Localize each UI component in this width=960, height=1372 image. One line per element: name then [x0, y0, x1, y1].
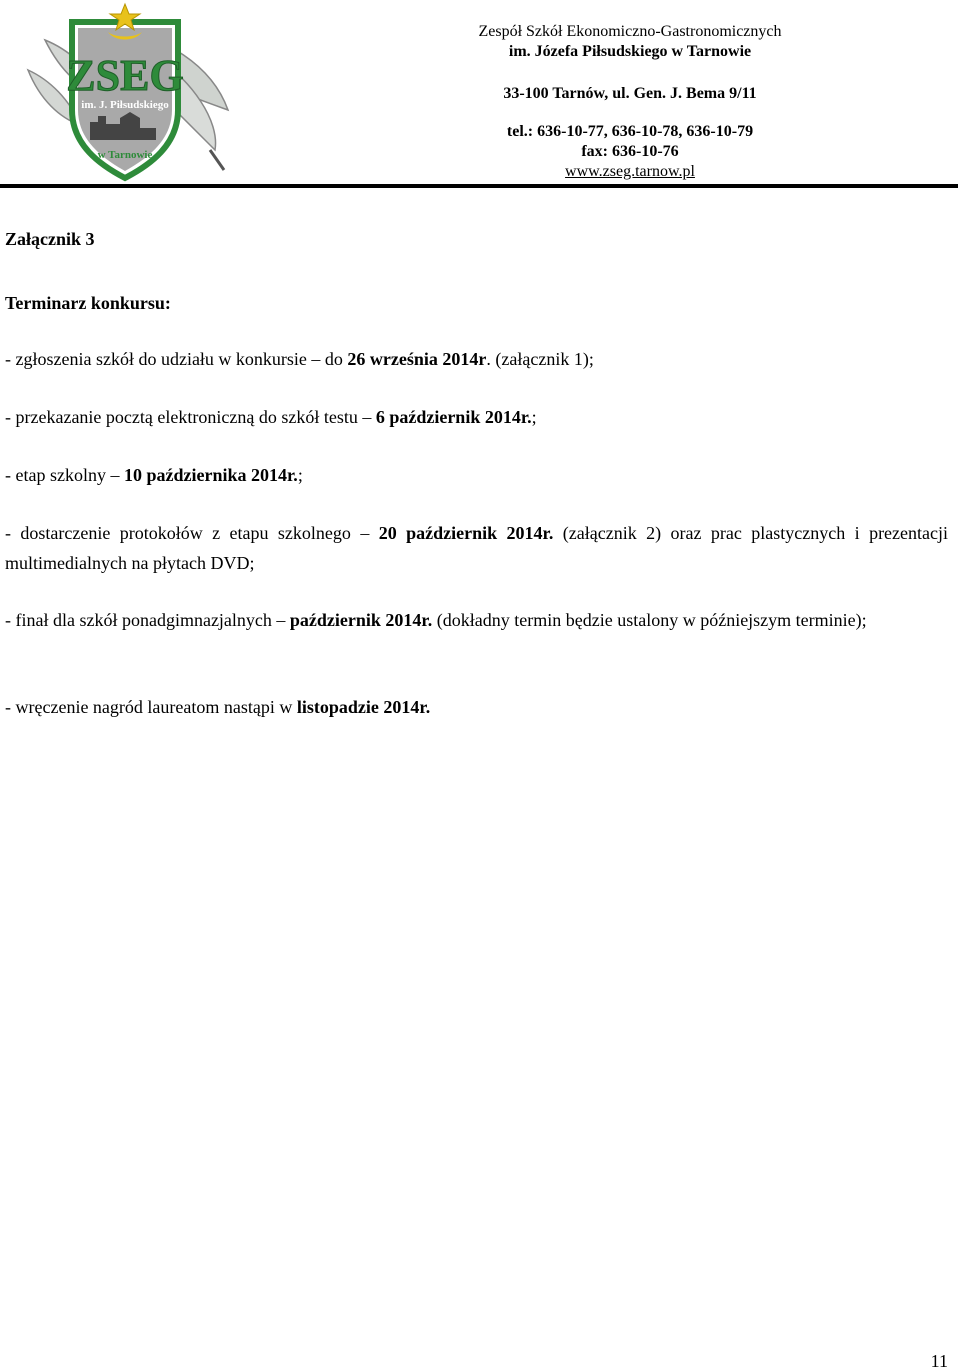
schedule-item: - przekazanie pocztą elektroniczną do szkół testu – 6 październik 2014r.; [5, 407, 537, 427]
schedule-item: - etap szkolny – 10 października 2014r.; [5, 465, 303, 485]
svg-text:ZSEG: ZSEG [66, 51, 184, 100]
schedule-title: Terminarz konkursu: [5, 293, 171, 313]
svg-text:w Tarnowie: w Tarnowie [97, 149, 153, 161]
logo-emblem-icon [10, 0, 235, 182]
school-address: 33-100 Tarnów, ul. Gen. J. Bema 9/11 [503, 85, 757, 102]
school-fax: fax: 636-10-76 [581, 143, 679, 160]
document-body [5, 226, 949, 717]
school-logo [10, 0, 235, 182]
schedule-item: - dostarczenie protokołów z etapu szkolnego – 20 październik 2014r. (załącznik 2) oraz prac plastycznych i prezentacji multimedialnych na płytach DVD; [5, 523, 949, 573]
school-phone: tel.: 636-10-77, 636-10-78, 636-10-79 [506, 123, 754, 140]
attachment-title: Załącznik 3 [5, 229, 95, 249]
schedule-item: - zgłoszenia szkół do udziału w konkursie – do 26 września 2014r. (załącznik 1); [5, 349, 594, 369]
schedule-item: - wręczenie nagród laureatom nastąpi w listopadzie 2014r. [5, 697, 431, 717]
header-divider [0, 184, 958, 188]
page-number: 11 [930, 1351, 948, 1371]
school-name: Zespół Szkół Ekonomiczno-Gastronomicznych [478, 23, 782, 40]
school-header [330, 22, 930, 182]
school-website-link[interactable]: www.zseg.tarnow.pl [565, 163, 695, 180]
schedule-item: - finał dla szkół ponadgimnazjalnych – październik 2014r. (dokładny termin będzie ustalony w późniejszym terminie); [5, 610, 867, 630]
svg-text:im. J. Piłsudskiego: im. J. Piłsudskiego [81, 99, 169, 111]
school-patron: im. Józefa Piłsudskiego w Tarnowie [508, 43, 752, 60]
